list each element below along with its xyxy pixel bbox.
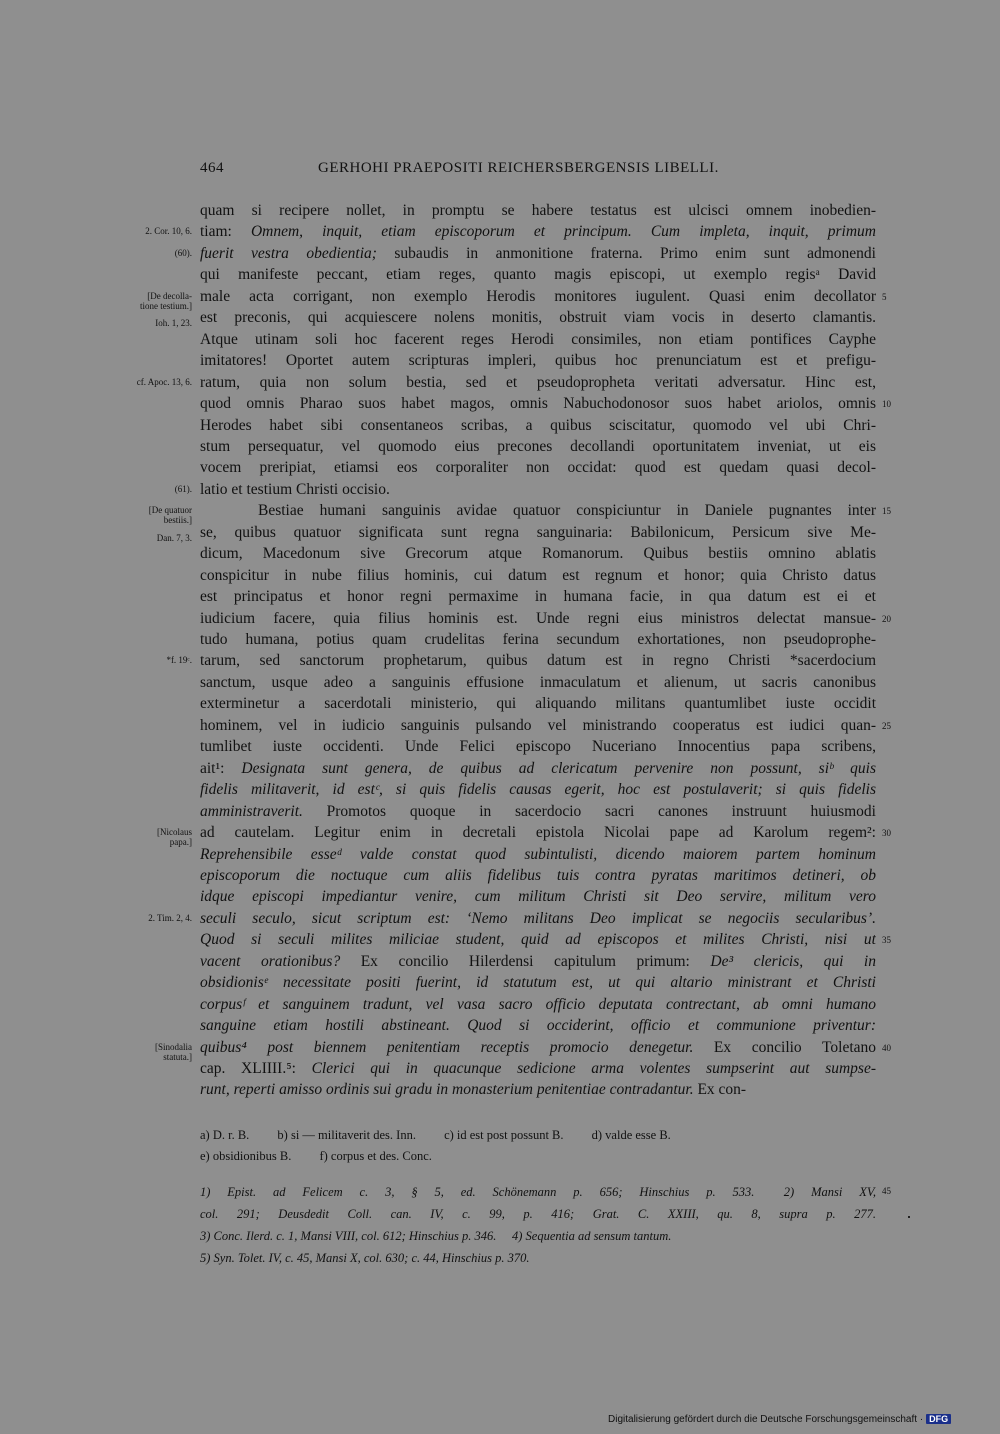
italic-run: quibus⁴ post biennem penitentiam receptis promocio denegetur.: [200, 1038, 694, 1056]
margin-note: *f. 19ᶜ.: [166, 655, 192, 666]
margin-note: (61).: [174, 483, 192, 494]
text-run: exterminetur a sacerdotali ministerio, qui aliquando militans quantumlibet iuste occidit: [200, 695, 876, 713]
text-run: Atque utinam soli hoc facerent reges Herodi consimiles, non etiam pontifices Cayphe: [200, 330, 876, 348]
text-run: tarum, sed sanctorum prophetarum, quibus datum est in regno Christi *sacerdocium: [200, 652, 876, 670]
text-run: se, quibus quatuor significata sunt regna sanguinaria: Babilonicum, Persicum sive Me-: [200, 523, 876, 541]
text-run: ratum, quia non solum bestia, sed et pseudopropheta veritati adversatur. Hinc est,: [200, 373, 876, 391]
text-run: latio et testium Christi occisio.: [200, 480, 390, 498]
italic-run: Clerici qui in quacunque sedicione arma volentes sumpserint aut sumpse-: [311, 1060, 876, 1077]
margin-note: Ioh. 1, 23.: [155, 318, 192, 329]
text-run: Herodes habet sibi consentaneos scribas, a quibus sciscitatur, quomodo vel ubi Chri-: [200, 416, 876, 434]
italic-run: corpusᶠ et sanguinem tradunt, vel vasa sacro officio deputata contrectant, ab omni humano: [200, 995, 876, 1013]
text-run: Ex concilio Hilerdensi capitulum primum:: [340, 952, 711, 970]
footer-text: Digitalisierung gefördert durch die Deutsche Forschungsgemeinschaft ·: [608, 1414, 924, 1425]
italic-run: Omnem, inquit, etiam episcoporum et principum. Cum impleta, inquit, primum: [250, 223, 876, 241]
margin-note: [Nicolaus: [157, 827, 192, 838]
variant-note: e) obsidionibus B. f) corpus et des. Conc.: [200, 1149, 432, 1163]
text-line: [200, 479, 876, 500]
italic-run: sanguine etiam hostili abstineant. Quod si occiderint, officio et communione priventur:: [200, 1017, 876, 1035]
text-run: tudo humana, potius quam crudelitas ferina secundum exhortationes, non pseudoprophe-: [200, 631, 876, 648]
italic-run: De³ clericis, qui in: [710, 952, 876, 970]
text-run: Bestiae humani sanguinis avidae quatuor conspiciuntur in Daniele pugnantes inter: [258, 502, 876, 520]
line-number: 25: [882, 720, 891, 731]
text-line: [200, 693, 876, 714]
text-run: Ex con-: [693, 1081, 747, 1099]
dfg-logo: DFG: [926, 1414, 951, 1424]
text-line: [200, 1079, 876, 1100]
line-number: 40: [882, 1042, 891, 1053]
text-run: subaudis in anmonitione fraterna. Primo enim sunt admonendi: [376, 244, 876, 262]
line-number: 30: [882, 828, 891, 839]
text-run: quod omnis Pharao suos habet magos, omnis Nabuchodonosor suos habet ariolos, omnis: [200, 395, 876, 413]
text-line: [200, 522, 876, 543]
italic-run: Designata sunt genera, de quibus ad clericatum pervenire non possunt, siᵇ quis: [241, 759, 876, 777]
text-line: [200, 243, 876, 264]
text-line: [200, 672, 876, 693]
margin-note: tione testium.]: [140, 300, 192, 311]
text-run: cap. XLIIII.⁵:: [200, 1060, 312, 1077]
text-line: [200, 565, 876, 586]
text-line: [200, 844, 876, 865]
text-run: hominem, vel in iudicio sanguinis pulsando vel ministrando cooperatus est iudici quan-: [200, 716, 876, 734]
italic-run: fidelis militaverit, id estᶜ, si quis fidelis causas egerit, hoc est postulaverit; si quis fidelis: [200, 781, 876, 799]
text-run: tiam:: [200, 223, 251, 241]
text-line: [200, 629, 876, 650]
text-line: [200, 886, 876, 907]
speck: [908, 1216, 910, 1218]
text-run: imitatores! Oportet autem scripturas impleri, quibus hoc prenunciatum est et prefigu-: [200, 352, 876, 370]
line-number: 15: [882, 506, 891, 517]
footer-credit: [608, 1414, 996, 1430]
text-line: [200, 736, 876, 757]
line-number: 5: [882, 291, 887, 302]
text-line: [200, 972, 876, 993]
page-number: 464: [200, 160, 224, 176]
italic-run: seculi seculo, sicut scriptum est: ‘Nemo militans Deo implicat se negociis secularibus’.: [200, 909, 876, 927]
text-run: Promotos quoque in sacerdocio sacri canones instruunt huiusmodi: [302, 802, 876, 820]
margin-note: [Sinodalia: [155, 1041, 192, 1052]
page-header: [200, 160, 876, 182]
text-run: male acta corrigant, non exemplo Herodis monitores iugulent. Quasi enim decollator: [200, 287, 876, 305]
margin-note: statuta.]: [163, 1051, 192, 1062]
margin-note: 2. Tim. 2, 4.: [148, 912, 192, 923]
text-line: [200, 586, 876, 607]
text-run: stum persequatur, vel quomodo eius precones decollandi oportunitatem inveniat, ut eis: [200, 437, 876, 455]
text-line: [200, 994, 876, 1015]
text-line: [200, 543, 876, 564]
text-run: tumlibet iuste occidenti. Unde Felici episcopo Nuceriano Innocentius papa scribens,: [200, 738, 876, 756]
text-line: [200, 307, 876, 328]
line-number: 10: [882, 399, 891, 410]
text-line: [200, 286, 876, 307]
italic-run: episcoporum die noctuque cum aliis fidelibus tuis contra pyratas maritimos detineri, ob: [200, 866, 876, 884]
text-run: ad cautelam. Legitur enim in decretali epistola Nicolai pape ad Karolum regem²:: [200, 824, 876, 842]
text-run: conspicitur in nube filius hominis, cui datum est regnum et honor; quia Christo datus: [200, 566, 876, 584]
text-run: sanctum, usque adeo a sanguinis effusione inmaculatum et alienum, ut sacris canonibus: [200, 673, 876, 691]
margin-note: cf. Apoc. 13, 6.: [136, 376, 192, 387]
source-note: 3) Conc. Ilerd. c. 1, Mansi VIII, col. 612; Hinschius p. 346. 4) Sequentia ad sensum tantum.: [200, 1229, 672, 1243]
text-line: [200, 1037, 876, 1058]
source-note: 5) Syn. Tolet. IV, c. 45, Mansi X, col. 630; c. 44, Hinschius p. 370.: [200, 1251, 530, 1265]
text-run: est preconis, qui acquiescere nolens monitis, obstruit viam vocis in deserto clamantis.: [200, 309, 876, 327]
text-line: [200, 200, 876, 221]
text-run: vocem preripiat, etiamsi eos corporaliter non occidat: quod est quedam quasi decol-: [200, 459, 876, 477]
text-line: [200, 329, 876, 350]
text-line: [200, 436, 876, 457]
text-run: ait¹:: [200, 759, 242, 777]
italic-run: amministraverit.: [200, 802, 303, 820]
source-note: 1) Epist. ad Felicem c. 3, § 5, ed. Schönemann p. 656; Hinschius p. 533. 2) Mansi XV,: [200, 1185, 876, 1199]
text-line: [200, 1015, 876, 1036]
text-run: est principatus et honor regni permaxime in humana facie, in qua datum est ei et: [200, 588, 876, 606]
text-line: [200, 608, 876, 629]
text-line: [200, 1058, 876, 1079]
text-line: [200, 350, 876, 371]
text-line: [200, 221, 876, 242]
line-number: 45: [882, 1186, 891, 1196]
line-number: 20: [882, 613, 891, 624]
text-line: [200, 908, 876, 929]
italic-run: Quod si seculi milites miliciae student, quid ad episcopos et milites Christi, nisi ut: [200, 931, 876, 949]
running-title: GERHOHI PRAEPOSITI REICHERSBERGENSIS LIBELLI.: [318, 160, 719, 176]
text-line: [200, 715, 876, 736]
margin-note: (60).: [174, 247, 192, 258]
text-line: [200, 457, 876, 478]
text-run: quam si recipere nollet, in promptu se habere testatus est ulcisci omnem inobedien-: [200, 202, 876, 219]
text-line: [200, 372, 876, 393]
variant-note: a) D. r. B. b) si — militaverit des. Inn. c) id est post possunt B. d) valde esse B.: [200, 1128, 671, 1142]
text-line: [200, 758, 876, 779]
text-line: [200, 264, 876, 285]
text-line: [200, 650, 876, 671]
italic-run: vacent orationibus?: [200, 952, 341, 970]
text-run: iudicium facere, quia filius hominis est. Unde regni eius ministros delectat mansue-: [200, 609, 876, 627]
text-line: [200, 929, 876, 950]
italic-run: obsidionisᵉ necessitate positi fuerint, id statutum est, ut qui altario ministrant et Christi: [200, 974, 876, 992]
italic-run: idque episcopi impediantur venire, cum militum Christi sit Deo servire, militum vero: [200, 888, 876, 906]
line-number: 35: [882, 935, 891, 946]
text-line: [200, 393, 876, 414]
italic-run: fuerit vestra obedientia;: [200, 244, 377, 262]
text-run: dicum, Macedonum sive Grecorum atque Romanorum. Quibus bestiis omnino ablatis: [200, 545, 876, 563]
text-line: [200, 951, 876, 972]
italic-run: Reprehensibile esseᵈ valde constat quod subintulisti, dicendo maiorem partem hominum: [200, 845, 876, 863]
margin-note: [De quatuor: [148, 505, 192, 516]
margin-note: papa.]: [169, 837, 192, 848]
text-run: qui manifeste peccant, etiam reges, quanto magis episcopi, ut exemplo regisᵃ David: [200, 266, 876, 284]
text-line: [200, 801, 876, 822]
text-line: [200, 415, 876, 436]
margin-note: 2. Cor. 10, 6.: [145, 226, 192, 237]
text-line: [200, 865, 876, 886]
text-line: [200, 822, 876, 843]
text-line: [200, 500, 876, 521]
margin-note: [De decolla-: [147, 290, 192, 301]
italic-run: runt, reperti amisso ordinis sui gradu in monasterium penitentiae contradantur.: [200, 1081, 694, 1099]
margin-note: Dan. 7, 3.: [156, 532, 192, 543]
source-note: col. 291; Deusdedit Coll. can. IV, c. 99, p. 416; Grat. C. XXIII, qu. 8, supra p. 277.: [200, 1207, 876, 1221]
margin-note: bestiis.]: [163, 515, 192, 526]
text-line: [200, 779, 876, 800]
text-run: Ex concilio Toletano: [693, 1038, 876, 1056]
